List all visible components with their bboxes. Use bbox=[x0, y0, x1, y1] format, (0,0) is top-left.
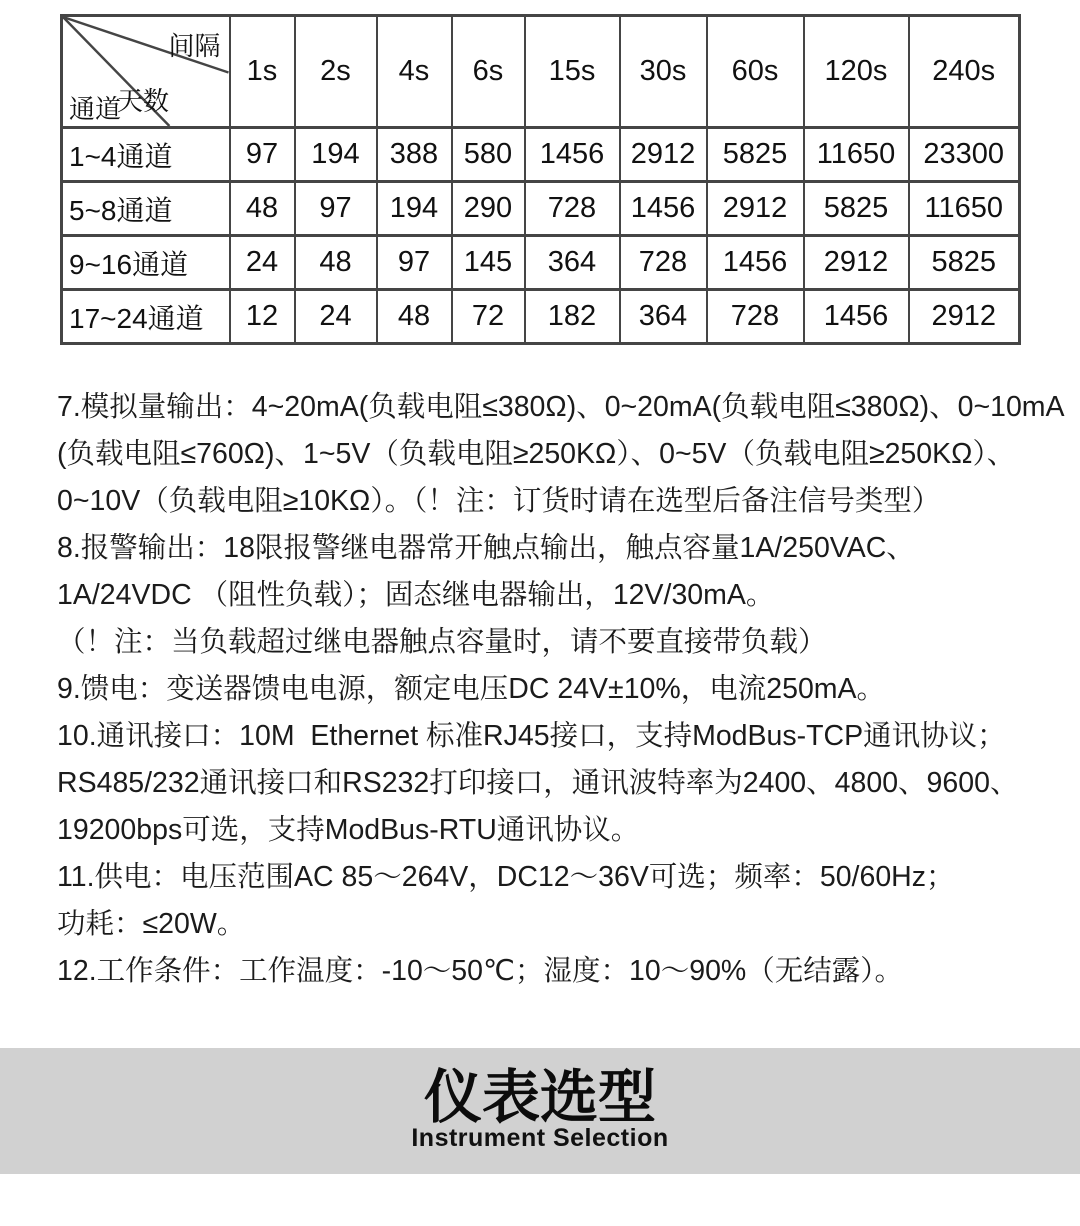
table-row bbox=[62, 290, 1020, 344]
corner-label-channel: 通道 bbox=[69, 94, 122, 124]
table-cell: 72 bbox=[452, 290, 525, 344]
table-cell: 728 bbox=[525, 182, 620, 236]
spec-line: 0~10V（负载电阻≥10KΩ）。（！注：订货时请在选型后备注信号类型） bbox=[57, 485, 941, 517]
table-cell: 48 bbox=[230, 182, 295, 236]
table-cell: 1456 bbox=[707, 236, 804, 290]
table-cell: 5825 bbox=[909, 236, 1020, 290]
column-header: 240s bbox=[909, 16, 1020, 128]
column-header: 120s bbox=[804, 16, 909, 128]
spec-line: 8.报警输出：18限报警继电器常开触点输出，触点容量1A/250VAC、 bbox=[57, 532, 915, 564]
spec-text-block bbox=[57, 384, 1067, 995]
spec-line: 11.供电：电压范围AC 85～264V，DC12～36V可选；频率：50/60Hz； bbox=[57, 861, 955, 893]
spec-line: 19200bps可选，支持ModBus-RTU通讯协议。 bbox=[57, 814, 640, 846]
table-cell: 145 bbox=[452, 236, 525, 290]
table-cell: 2912 bbox=[620, 128, 707, 182]
section-title-cn: 仪表选型 bbox=[423, 1065, 656, 1130]
corner-label-days: 天数 bbox=[117, 86, 170, 116]
table-cell: 23300 bbox=[909, 128, 1020, 182]
table-cell: 728 bbox=[707, 290, 804, 344]
row-label: 1~4通道 bbox=[62, 128, 230, 182]
table-cell: 48 bbox=[295, 236, 377, 290]
table-corner-cell bbox=[62, 16, 230, 128]
table-cell: 388 bbox=[377, 128, 452, 182]
column-header: 30s bbox=[620, 16, 707, 128]
table-row bbox=[62, 182, 1020, 236]
table-cell: 97 bbox=[377, 236, 452, 290]
table-cell: 1456 bbox=[804, 290, 909, 344]
table-cell: 728 bbox=[620, 236, 707, 290]
corner-label-interval: 间隔 bbox=[168, 31, 221, 61]
spec-line: (负载电阻≤760Ω)、1~5V（负载电阻≥250KΩ）、0~5V（负载电阻≥250KΩ）、 bbox=[57, 438, 1016, 470]
table-cell: 11650 bbox=[909, 182, 1020, 236]
table-cell: 364 bbox=[525, 236, 620, 290]
table-cell: 182 bbox=[525, 290, 620, 344]
table-cell: 364 bbox=[620, 290, 707, 344]
spec-line: 功耗：≤20W。 bbox=[57, 908, 246, 940]
spec-line: RS485/232通讯接口和RS232打印接口，通讯波特率为2400、4800、9600、 bbox=[57, 767, 1019, 799]
spec-line: （！注：当负载超过继电器触点容量时，请不要直接带负载） bbox=[57, 626, 827, 658]
column-header: 4s bbox=[377, 16, 452, 128]
table-cell: 24 bbox=[295, 290, 377, 344]
table-row bbox=[62, 128, 1020, 182]
spec-line: 9.馈电：变送器馈电电源，额定电压DC 24V±10%，电流250mA。 bbox=[57, 673, 886, 705]
table-cell: 194 bbox=[377, 182, 452, 236]
section-title-en: Instrument Selection bbox=[411, 1124, 669, 1152]
spec-line: 12.工作条件：工作温度：-10～50℃；湿度：10～90%（无结露）。 bbox=[57, 955, 904, 987]
column-header: 15s bbox=[525, 16, 620, 128]
table-row bbox=[62, 236, 1020, 290]
spec-line: 7.模拟量输出：4~20mA(负载电阻≤380Ω)、0~20mA(负载电阻≤380Ω)、0~10mA bbox=[57, 391, 1065, 423]
table-cell: 290 bbox=[452, 182, 525, 236]
column-header: 60s bbox=[707, 16, 804, 128]
column-header: 1s bbox=[230, 16, 295, 128]
table-cell: 580 bbox=[452, 128, 525, 182]
table-cell: 1456 bbox=[620, 182, 707, 236]
table-cell: 12 bbox=[230, 290, 295, 344]
column-header: 6s bbox=[452, 16, 525, 128]
table-cell: 2912 bbox=[707, 182, 804, 236]
row-label: 9~16通道 bbox=[62, 236, 230, 290]
table-cell: 11650 bbox=[804, 128, 909, 182]
spec-line: 10.通讯接口：10M Ethernet 标准RJ45接口，支持ModBus-TCP通讯协议； bbox=[57, 720, 1006, 752]
section-banner bbox=[0, 1048, 1080, 1174]
table-cell: 97 bbox=[295, 182, 377, 236]
table-cell: 48 bbox=[377, 290, 452, 344]
column-header: 2s bbox=[295, 16, 377, 128]
table-cell: 24 bbox=[230, 236, 295, 290]
table-cell: 5825 bbox=[707, 128, 804, 182]
table-cell: 2912 bbox=[804, 236, 909, 290]
table-cell: 5825 bbox=[804, 182, 909, 236]
row-label: 5~8通道 bbox=[62, 182, 230, 236]
row-label: 17~24通道 bbox=[62, 290, 230, 344]
table-cell: 1456 bbox=[525, 128, 620, 182]
table-header-row bbox=[62, 16, 1020, 128]
record-days-table bbox=[60, 14, 1021, 345]
table-cell: 2912 bbox=[909, 290, 1020, 344]
spec-line: 1A/24VDC （阻性负载）；固态继电器输出，12V/30mA。 bbox=[57, 579, 775, 611]
table-cell: 97 bbox=[230, 128, 295, 182]
table-cell: 194 bbox=[295, 128, 377, 182]
